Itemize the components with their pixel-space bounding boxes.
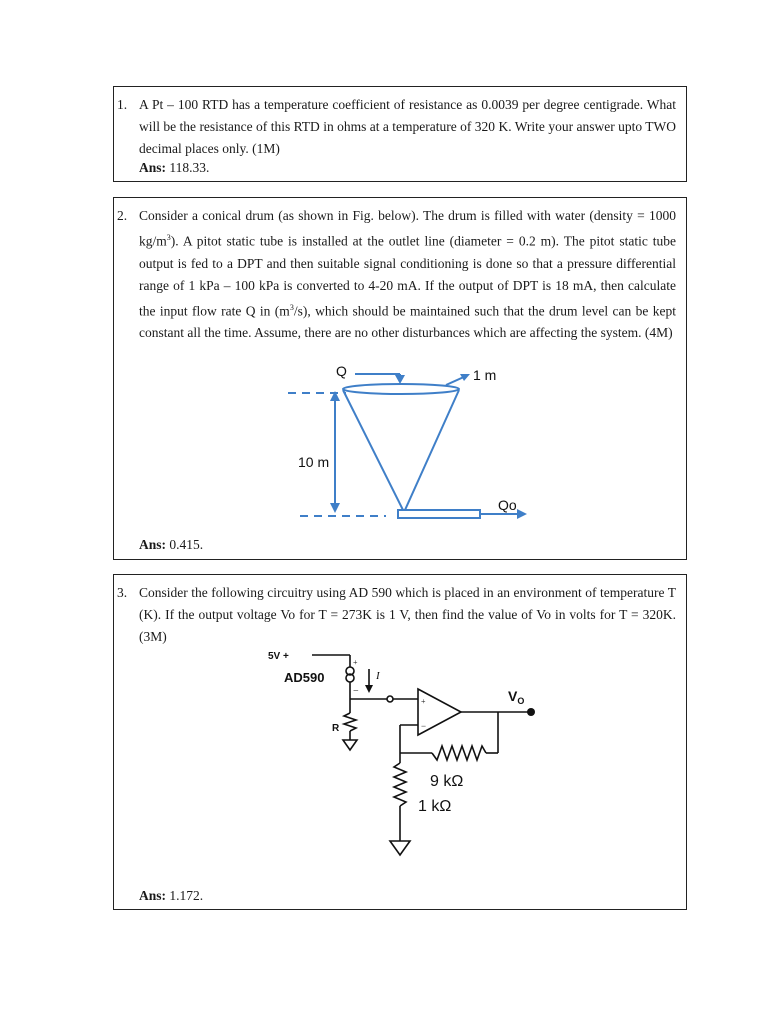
ground-symbol-main	[390, 841, 410, 855]
node-dot	[387, 696, 393, 702]
conical-drum-figure	[114, 198, 686, 559]
superscript: 3	[166, 233, 171, 242]
ad590-minus: −	[353, 686, 359, 697]
opamp-plus-sign: +	[421, 697, 426, 706]
ground-resistor	[394, 763, 406, 806]
superscript-2: 3	[289, 302, 294, 312]
cone-top-rim	[343, 384, 459, 394]
outflow-label: Qo	[498, 497, 517, 513]
question-1-text	[139, 94, 676, 160]
ad590-circuit-figure	[114, 575, 686, 909]
r-resistor	[344, 713, 356, 731]
current-label: I	[376, 670, 380, 682]
ground-resistor-label: 1 kΩ	[418, 798, 452, 815]
cone-left-side	[343, 390, 403, 510]
inflow-label: Q	[336, 363, 347, 379]
ad590-plus: +	[353, 658, 358, 667]
feedback-resistor-label: 9 kΩ	[430, 773, 464, 790]
opamp-minus-sign: −	[421, 721, 427, 731]
ad590-label: AD590	[284, 670, 325, 685]
ground-symbol-r	[343, 740, 357, 750]
height-label: 10 m	[298, 454, 330, 470]
answer-label: Ans:	[139, 160, 167, 175]
answer-label: Ans:	[139, 888, 167, 903]
question-1-number: 1.	[117, 97, 128, 112]
question-2-box	[113, 197, 687, 560]
height-arrow-bottom	[330, 503, 340, 513]
answer-label: Ans:	[139, 537, 167, 552]
supply-label: 5V +	[268, 651, 289, 662]
question-2-number: 2.	[117, 208, 128, 223]
question-2-body-b: ). A pitot static tube is installed at the outlet line (diameter = 0.2 m). The pitot static tube output is fed to a DPT and then suitable signal conditioning is done so that a pressure differential range of 1 kPa – 100 kPa is converted to 4-20 mA. If the output of DPT is 18 mA, then calculate the input flow rate Q in (m	[139, 233, 676, 318]
question-3-body: Consider the following circuitry using AD 590 which is placed in an environment of temperature T (K). If the output voltage Vo for T = 273K is 1 V, then find the value of Vo in volts for T = 320K. (3M)	[139, 585, 676, 644]
cone-right-side	[405, 390, 459, 510]
output-label-v: V	[508, 688, 518, 704]
answer-value: 1.172.	[169, 888, 204, 903]
diameter-label: 1 m	[473, 367, 497, 383]
inflow-arrowhead	[395, 375, 405, 384]
output-label-sub: O	[517, 696, 525, 706]
question-1-body: A Pt – 100 RTD has a temperature coefficient of resistance as 0.0039 per degree centigrade. What will be the resistance of this RTD in ohms at a temperature of 320 K. Write your answer upto TWO decimal places only. (1M)	[139, 97, 676, 156]
question-2-body-a: Consider a conical drum (as shown in Fig. below). The drum is filled with water (density = 1000 kg/m	[139, 208, 676, 249]
question-2-body-c: /s), which should be maintained such that the drum level can be kept constant all the time. Assume, there are no other disturbances which are affecting the system. (4M)	[139, 303, 677, 340]
answer-value: 118.33.	[169, 160, 210, 175]
resistor-r-label: R	[332, 723, 340, 734]
current-arrowhead	[365, 685, 373, 693]
question-1-box	[113, 86, 687, 182]
question-2-answer	[139, 534, 203, 556]
answer-value: 0.415.	[169, 537, 204, 552]
feedback-resistor	[432, 746, 486, 760]
output-label	[508, 688, 524, 706]
output-terminal	[527, 708, 535, 716]
question-3-box	[113, 574, 687, 910]
outflow-arrowhead	[517, 509, 527, 519]
question-1-answer	[139, 157, 209, 179]
outlet-pipe	[398, 510, 480, 518]
question-3-answer	[139, 885, 203, 907]
question-3-number: 3.	[117, 585, 128, 600]
